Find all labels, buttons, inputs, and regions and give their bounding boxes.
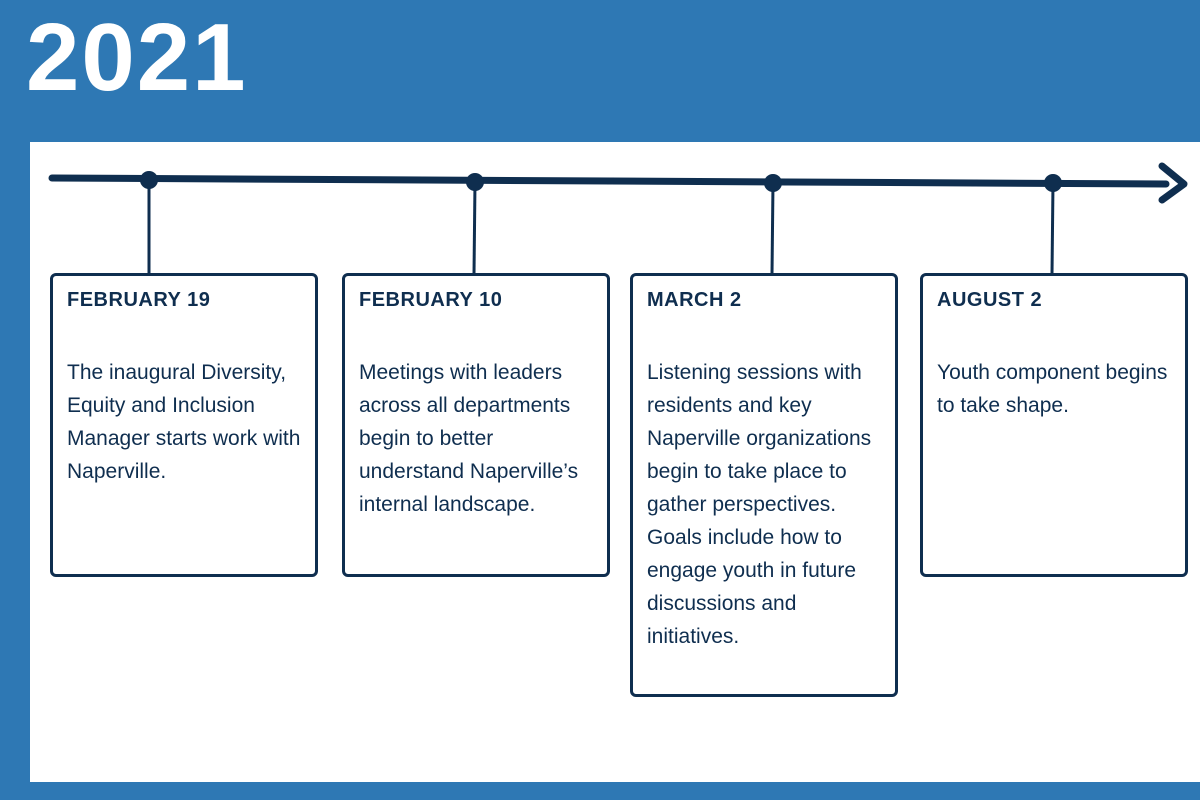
event-card-3 bbox=[630, 273, 898, 697]
connector-4 bbox=[1052, 183, 1053, 274]
timeline-axis bbox=[52, 178, 1166, 184]
timeline-marker-3 bbox=[764, 174, 782, 192]
event-date: FEBRUARY 10 bbox=[359, 289, 503, 311]
event-description: Youth component begins to take shape. bbox=[937, 361, 1168, 417]
event-card-2 bbox=[342, 273, 610, 577]
timeline-marker-2 bbox=[466, 173, 484, 191]
event-card-1 bbox=[50, 273, 318, 577]
connector-3 bbox=[772, 183, 773, 274]
year-title: 2021 bbox=[26, 4, 248, 111]
event-card-4 bbox=[920, 273, 1188, 577]
timeline-marker-1 bbox=[140, 171, 158, 189]
event-description: Listening sessions with residents and key Naperville organizations begin to take place to gather perspectives. Goals include how to engage youth in future discussions and initiatives. bbox=[647, 361, 872, 648]
timeline-marker-4 bbox=[1044, 174, 1062, 192]
event-description: Meetings with leaders across all departments begin to better understand Naperville’s internal landscape. bbox=[359, 361, 579, 516]
event-date: AUGUST 2 bbox=[937, 289, 1043, 311]
event-date: MARCH 2 bbox=[647, 289, 742, 311]
event-date: FEBRUARY 19 bbox=[67, 289, 211, 311]
connector-2 bbox=[474, 182, 475, 274]
event-description: The inaugural Diversity, Equity and Inclusion Manager starts work with Naperville. bbox=[67, 361, 301, 483]
